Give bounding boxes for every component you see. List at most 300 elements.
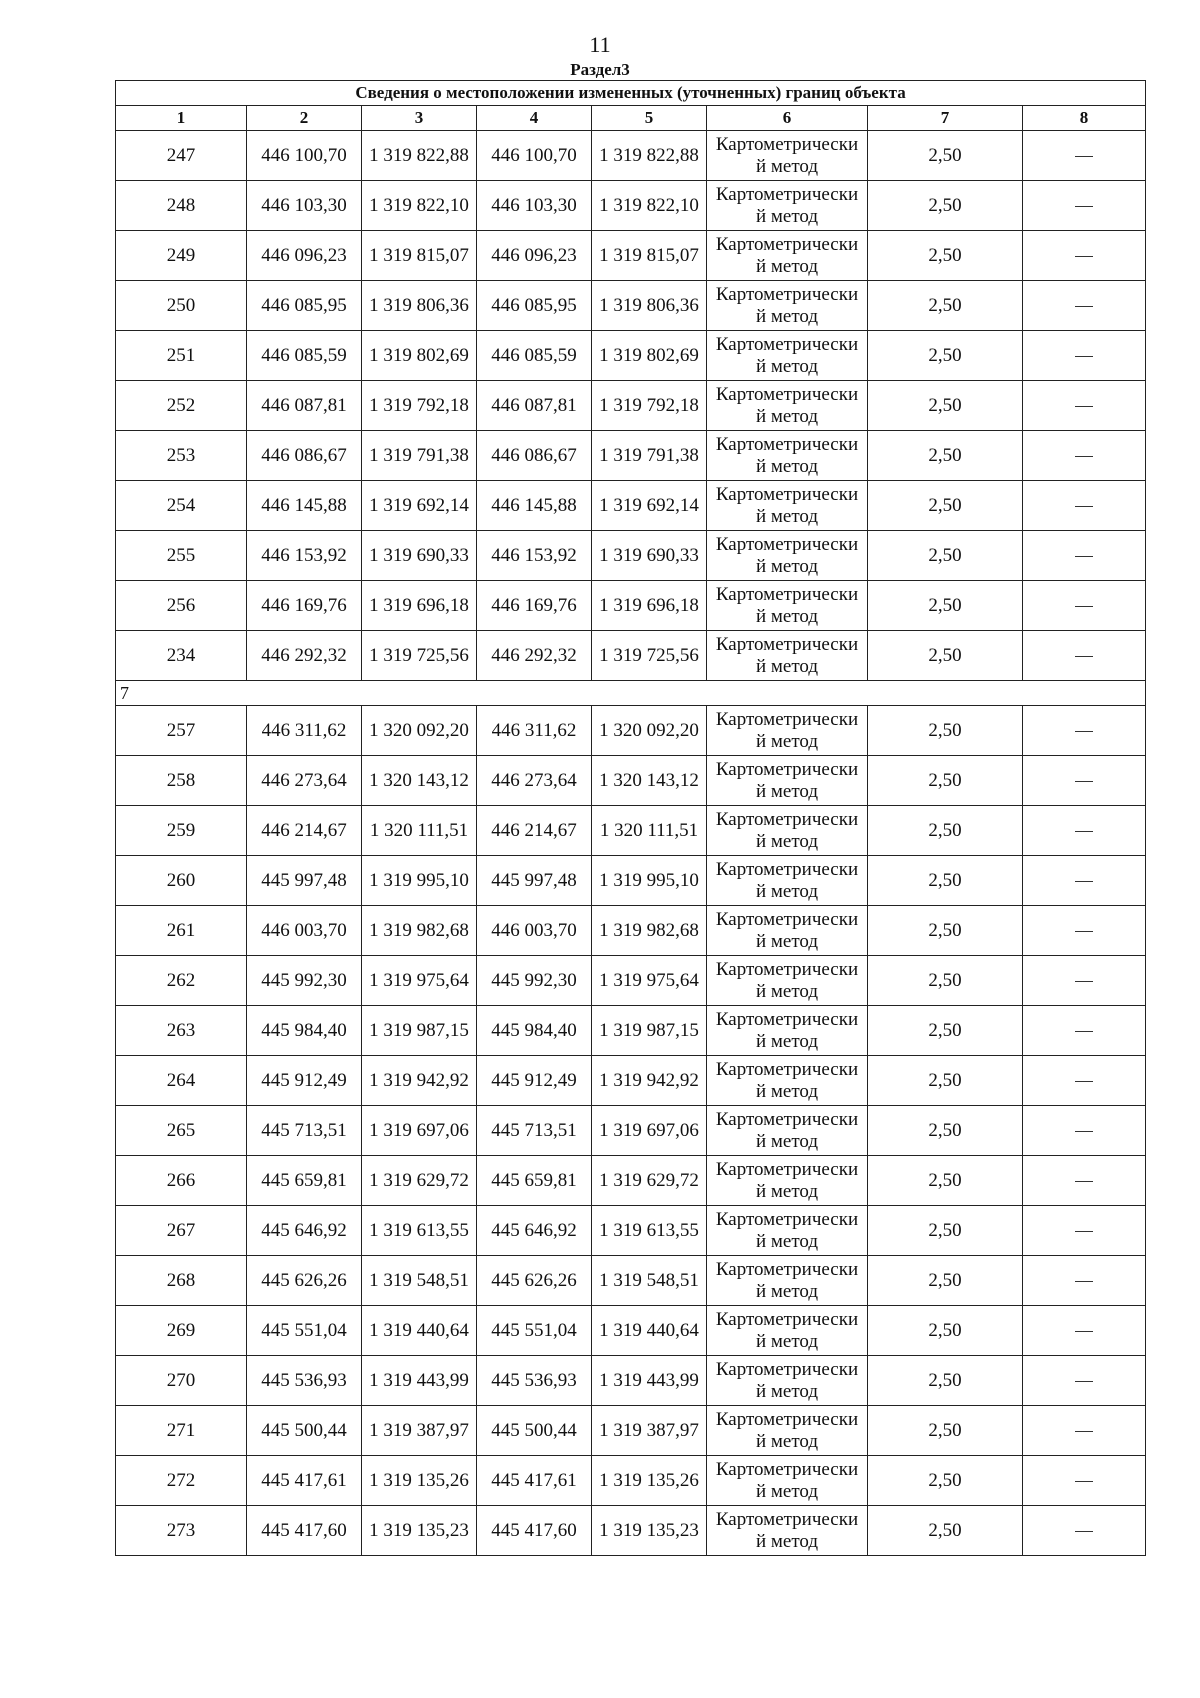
dash-icon [1075,781,1093,782]
dash-icon [1075,931,1093,932]
table-row [116,1056,1146,1106]
column-number: 5 [592,106,707,131]
method-line1: Картометрически [715,533,859,555]
method-line1: Картометрически [715,958,859,980]
dash-cell [1023,331,1146,381]
table-row [116,956,1146,1006]
method-line1: Картометрически [715,1158,859,1180]
point-number-cell: 271 [116,1406,247,1456]
dash-icon [1075,1381,1093,1382]
method-cell [707,1256,868,1306]
x-new-cell: 445 659,81 [477,1156,592,1206]
y-old-cell: 1 319 443,99 [362,1356,477,1406]
accuracy-cell: 2,50 [868,231,1023,281]
x-old-cell: 446 169,76 [247,581,362,631]
table-row [116,1206,1146,1256]
dash-icon [1075,606,1093,607]
method-line1: Картометрически [715,183,859,205]
dash-icon [1075,1031,1093,1032]
accuracy-cell: 2,50 [868,706,1023,756]
x-new-cell: 446 087,81 [477,381,592,431]
point-number-cell: 261 [116,906,247,956]
method-cell [707,906,868,956]
y-old-cell: 1 319 696,18 [362,581,477,631]
y-new-cell: 1 319 975,64 [592,956,707,1006]
group-row [116,681,1146,706]
y-new-cell: 1 319 696,18 [592,581,707,631]
x-old-cell: 445 646,92 [247,1206,362,1256]
x-old-cell: 446 214,67 [247,806,362,856]
accuracy-cell: 2,50 [868,131,1023,181]
dash-cell [1023,481,1146,531]
x-new-cell: 446 086,67 [477,431,592,481]
point-number-cell: 256 [116,581,247,631]
accuracy-cell: 2,50 [868,1056,1023,1106]
y-new-cell: 1 319 815,07 [592,231,707,281]
dash-cell [1023,531,1146,581]
table-row [116,756,1146,806]
x-new-cell: 445 500,44 [477,1406,592,1456]
table-row [116,431,1146,481]
table-row [116,181,1146,231]
y-new-cell: 1 319 692,14 [592,481,707,531]
x-new-cell: 446 214,67 [477,806,592,856]
method-line2: й метод [755,930,819,952]
dash-cell [1023,906,1146,956]
table-row [116,1156,1146,1206]
point-number-cell: 255 [116,531,247,581]
table-row [116,231,1146,281]
y-new-cell: 1 319 822,10 [592,181,707,231]
method-line1: Картометрически [715,283,859,305]
method-line2: й метод [755,255,819,277]
method-line2: й метод [755,980,819,1002]
method-line2: й метод [755,1230,819,1252]
y-old-cell: 1 319 987,15 [362,1006,477,1056]
method-line1: Картометрически [715,808,859,830]
x-old-cell: 445 992,30 [247,956,362,1006]
y-old-cell: 1 319 629,72 [362,1156,477,1206]
dash-cell [1023,956,1146,1006]
method-line1: Картометрически [715,583,859,605]
x-new-cell: 445 984,40 [477,1006,592,1056]
method-line1: Картометрически [715,1108,859,1130]
accuracy-cell: 2,50 [868,906,1023,956]
y-new-cell: 1 319 135,23 [592,1506,707,1556]
y-old-cell: 1 319 815,07 [362,231,477,281]
method-cell [707,1106,868,1156]
x-new-cell: 445 626,26 [477,1256,592,1306]
column-number: 1 [116,106,247,131]
x-old-cell: 445 997,48 [247,856,362,906]
y-old-cell: 1 319 548,51 [362,1256,477,1306]
y-new-cell: 1 319 942,92 [592,1056,707,1106]
method-cell [707,856,868,906]
x-old-cell: 445 417,61 [247,1456,362,1506]
column-number: 2 [247,106,362,131]
y-new-cell: 1 319 690,33 [592,531,707,581]
y-new-cell: 1 320 143,12 [592,756,707,806]
column-number: 8 [1023,106,1146,131]
y-old-cell: 1 319 135,23 [362,1506,477,1556]
x-new-cell: 446 169,76 [477,581,592,631]
y-new-cell: 1 320 092,20 [592,706,707,756]
x-new-cell: 445 713,51 [477,1106,592,1156]
point-number-cell: 259 [116,806,247,856]
table-row [116,1256,1146,1306]
y-old-cell: 1 320 092,20 [362,706,477,756]
y-old-cell: 1 319 975,64 [362,956,477,1006]
dash-cell [1023,231,1146,281]
table-row [116,481,1146,531]
x-old-cell: 445 551,04 [247,1306,362,1356]
table-row [116,531,1146,581]
point-number-cell: 254 [116,481,247,531]
x-old-cell: 446 087,81 [247,381,362,431]
dash-icon [1075,1131,1093,1132]
x-old-cell: 445 659,81 [247,1156,362,1206]
method-line2: й метод [755,1430,819,1452]
y-old-cell: 1 319 802,69 [362,331,477,381]
point-number-cell: 257 [116,706,247,756]
x-new-cell: 445 417,60 [477,1506,592,1556]
y-new-cell: 1 319 822,88 [592,131,707,181]
x-old-cell: 446 103,30 [247,181,362,231]
dash-cell [1023,1306,1146,1356]
dash-cell [1023,581,1146,631]
y-old-cell: 1 319 692,14 [362,481,477,531]
x-new-cell: 446 311,62 [477,706,592,756]
y-new-cell: 1 319 697,06 [592,1106,707,1156]
point-number-cell: 249 [116,231,247,281]
method-cell [707,1206,868,1256]
y-new-cell: 1 319 791,38 [592,431,707,481]
y-old-cell: 1 319 806,36 [362,281,477,331]
method-cell [707,431,868,481]
method-line2: й метод [755,830,819,852]
y-new-cell: 1 319 802,69 [592,331,707,381]
x-new-cell: 445 417,61 [477,1456,592,1506]
point-number-cell: 262 [116,956,247,1006]
table-row [116,131,1146,181]
dash-cell [1023,1356,1146,1406]
point-number-cell: 268 [116,1256,247,1306]
dash-cell [1023,1406,1146,1456]
method-line1: Картометрически [715,333,859,355]
x-new-cell: 446 103,30 [477,181,592,231]
y-old-cell: 1 319 791,38 [362,431,477,481]
y-new-cell: 1 319 613,55 [592,1206,707,1256]
x-new-cell: 446 085,59 [477,331,592,381]
dash-icon [1075,406,1093,407]
dash-cell [1023,1106,1146,1156]
table-row [116,906,1146,956]
accuracy-cell: 2,50 [868,531,1023,581]
section-title: Раздел3 [570,60,630,79]
dash-icon [1075,1331,1093,1332]
x-old-cell: 446 100,70 [247,131,362,181]
dash-icon [1075,1481,1093,1482]
y-new-cell: 1 319 995,10 [592,856,707,906]
dash-icon [1075,156,1093,157]
table-row [116,281,1146,331]
method-line1: Картометрически [715,1458,859,1480]
method-line2: й метод [755,1180,819,1202]
method-cell [707,1456,868,1506]
method-line2: й метод [755,880,819,902]
group-label: 7 [116,681,1146,706]
dash-cell [1023,706,1146,756]
method-cell [707,481,868,531]
x-new-cell: 446 273,64 [477,756,592,806]
y-new-cell: 1 319 806,36 [592,281,707,331]
y-old-cell: 1 319 942,92 [362,1056,477,1106]
accuracy-cell: 2,50 [868,1306,1023,1356]
method-line2: й метод [755,1280,819,1302]
method-line2: й метод [755,1530,819,1552]
method-cell [707,1506,868,1556]
method-cell [707,281,868,331]
table-row [116,1356,1146,1406]
table-row [116,1006,1146,1056]
dash-icon [1075,731,1093,732]
x-old-cell: 446 311,62 [247,706,362,756]
accuracy-cell: 2,50 [868,1106,1023,1156]
point-number-cell: 267 [116,1206,247,1256]
accuracy-cell: 2,50 [868,381,1023,431]
x-old-cell: 445 536,93 [247,1356,362,1406]
x-new-cell: 446 096,23 [477,231,592,281]
accuracy-cell: 2,50 [868,1256,1023,1306]
dash-icon [1075,1181,1093,1182]
method-line1: Картометрически [715,1408,859,1430]
table-row [116,806,1146,856]
y-old-cell: 1 319 440,64 [362,1306,477,1356]
dash-icon [1075,1281,1093,1282]
method-line2: й метод [755,155,819,177]
x-old-cell: 445 626,26 [247,1256,362,1306]
x-old-cell: 445 417,60 [247,1506,362,1556]
method-cell [707,381,868,431]
y-new-cell: 1 319 443,99 [592,1356,707,1406]
table-row [116,1306,1146,1356]
x-old-cell: 446 085,95 [247,281,362,331]
dash-icon [1075,556,1093,557]
point-number-cell: 273 [116,1506,247,1556]
table-row [116,1506,1146,1556]
table-caption-row [116,81,1146,106]
method-line1: Картометрически [715,1308,859,1330]
point-number-cell: 266 [116,1156,247,1206]
y-new-cell: 1 319 792,18 [592,381,707,431]
dash-icon [1075,1531,1093,1532]
y-old-cell: 1 319 613,55 [362,1206,477,1256]
dash-icon [1075,356,1093,357]
method-line1: Картометрически [715,433,859,455]
accuracy-cell: 2,50 [868,181,1023,231]
y-old-cell: 1 319 822,10 [362,181,477,231]
dash-icon [1075,1431,1093,1432]
dash-cell [1023,856,1146,906]
y-new-cell: 1 320 111,51 [592,806,707,856]
method-cell [707,956,868,1006]
method-line2: й метод [755,1080,819,1102]
dash-icon [1075,1081,1093,1082]
x-new-cell: 446 100,70 [477,131,592,181]
point-number-cell: 248 [116,181,247,231]
accuracy-cell: 2,50 [868,1506,1023,1556]
dash-cell [1023,1156,1146,1206]
dash-cell [1023,756,1146,806]
x-old-cell: 446 096,23 [247,231,362,281]
accuracy-cell: 2,50 [868,1406,1023,1456]
method-line1: Картометрически [715,758,859,780]
column-number: 4 [477,106,592,131]
x-old-cell: 446 085,59 [247,331,362,381]
y-old-cell: 1 319 697,06 [362,1106,477,1156]
accuracy-cell: 2,50 [868,756,1023,806]
accuracy-cell: 2,50 [868,1006,1023,1056]
method-cell [707,331,868,381]
dash-cell [1023,806,1146,856]
point-number-cell: 269 [116,1306,247,1356]
method-cell [707,1406,868,1456]
x-old-cell: 445 984,40 [247,1006,362,1056]
x-new-cell: 445 997,48 [477,856,592,906]
method-line2: й метод [755,1380,819,1402]
point-number-cell: 253 [116,431,247,481]
y-old-cell: 1 319 725,56 [362,631,477,681]
x-old-cell: 446 086,67 [247,431,362,481]
method-line1: Картометрически [715,383,859,405]
method-line2: й метод [755,1130,819,1152]
method-cell [707,531,868,581]
method-line1: Картометрически [715,1058,859,1080]
point-number-cell: 264 [116,1056,247,1106]
accuracy-cell: 2,50 [868,1206,1023,1256]
dash-icon [1075,456,1093,457]
method-line1: Картометрически [715,1008,859,1030]
y-old-cell: 1 319 135,26 [362,1456,477,1506]
y-new-cell: 1 319 725,56 [592,631,707,681]
dash-cell [1023,1456,1146,1506]
y-old-cell: 1 319 387,97 [362,1406,477,1456]
method-line2: й метод [755,205,819,227]
point-number-cell: 270 [116,1356,247,1406]
x-new-cell: 446 153,92 [477,531,592,581]
method-line2: й метод [755,1330,819,1352]
x-old-cell: 446 003,70 [247,906,362,956]
point-number-cell: 252 [116,381,247,431]
x-new-cell: 445 551,04 [477,1306,592,1356]
method-cell [707,806,868,856]
y-new-cell: 1 319 135,26 [592,1456,707,1506]
x-old-cell: 446 273,64 [247,756,362,806]
method-line2: й метод [755,505,819,527]
method-cell [707,1056,868,1106]
accuracy-cell: 2,50 [868,1356,1023,1406]
dash-cell [1023,1256,1146,1306]
dash-icon [1075,1231,1093,1232]
y-old-cell: 1 319 995,10 [362,856,477,906]
method-cell [707,1356,868,1406]
dash-cell [1023,381,1146,431]
x-old-cell: 446 145,88 [247,481,362,531]
dash-cell [1023,181,1146,231]
method-line1: Картометрически [715,1208,859,1230]
x-new-cell: 445 646,92 [477,1206,592,1256]
x-new-cell: 446 003,70 [477,906,592,956]
y-new-cell: 1 319 987,15 [592,1006,707,1056]
point-number-cell: 272 [116,1456,247,1506]
method-line1: Картометрически [715,708,859,730]
dash-icon [1075,831,1093,832]
point-number-cell: 247 [116,131,247,181]
method-line2: й метод [755,780,819,802]
point-number-cell: 234 [116,631,247,681]
method-line1: Картометрически [715,1508,859,1530]
table-row [116,856,1146,906]
x-old-cell: 446 153,92 [247,531,362,581]
dash-cell [1023,631,1146,681]
x-old-cell: 445 912,49 [247,1056,362,1106]
method-line2: й метод [755,1030,819,1052]
y-new-cell: 1 319 548,51 [592,1256,707,1306]
accuracy-cell: 2,50 [868,331,1023,381]
method-line2: й метод [755,405,819,427]
point-number-cell: 250 [116,281,247,331]
x-new-cell: 445 912,49 [477,1056,592,1106]
method-cell [707,231,868,281]
method-line1: Картометрически [715,1358,859,1380]
table-row [116,331,1146,381]
x-new-cell: 446 085,95 [477,281,592,331]
dash-icon [1075,256,1093,257]
method-cell [707,631,868,681]
y-old-cell: 1 320 143,12 [362,756,477,806]
dash-icon [1075,656,1093,657]
x-old-cell: 446 292,32 [247,631,362,681]
dash-icon [1075,881,1093,882]
x-new-cell: 446 145,88 [477,481,592,531]
accuracy-cell: 2,50 [868,1456,1023,1506]
accuracy-cell: 2,50 [868,281,1023,331]
method-line2: й метод [755,455,819,477]
method-line2: й метод [755,655,819,677]
method-line2: й метод [755,305,819,327]
method-line2: й метод [755,355,819,377]
y-old-cell: 1 319 982,68 [362,906,477,956]
method-cell [707,581,868,631]
method-cell [707,706,868,756]
point-number-cell: 260 [116,856,247,906]
x-old-cell: 445 500,44 [247,1406,362,1456]
table-row [116,1106,1146,1156]
method-line1: Картометрически [715,483,859,505]
method-cell [707,1156,868,1206]
page-number: 11 [589,32,611,57]
method-line2: й метод [755,605,819,627]
table-row [116,1456,1146,1506]
method-line1: Картометрически [715,233,859,255]
x-new-cell: 445 536,93 [477,1356,592,1406]
accuracy-cell: 2,50 [868,806,1023,856]
table-row [116,381,1146,431]
method-line1: Картометрически [715,1258,859,1280]
x-old-cell: 445 713,51 [247,1106,362,1156]
x-new-cell: 446 292,32 [477,631,592,681]
method-cell [707,131,868,181]
